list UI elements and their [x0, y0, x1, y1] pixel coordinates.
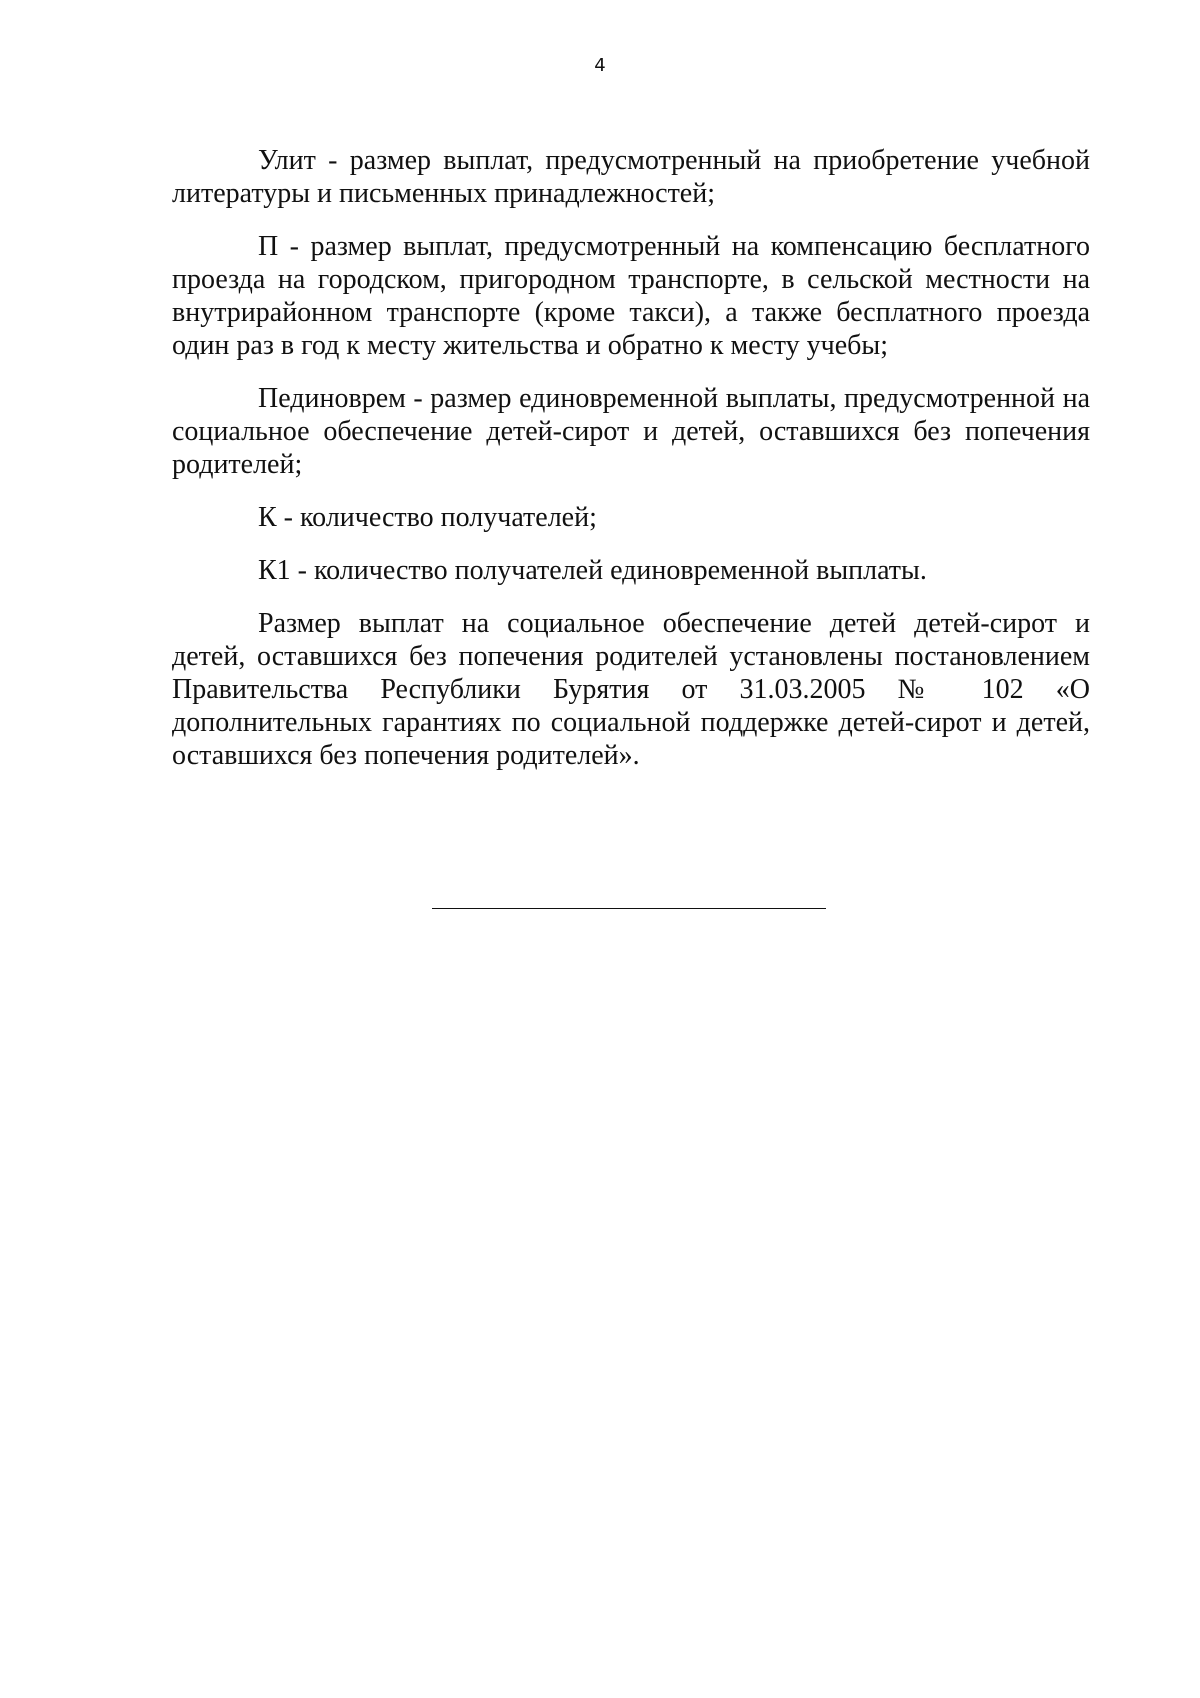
- document-body: [172, 144, 1090, 792]
- paragraph-k1-definition: К1 - количество получателей единовременной выплаты.: [258, 555, 927, 586]
- paragraph-payment-regulation: Размер выплат на социальное обеспечение детей детей-сирот и детей, оставшихся без попечения родителей установлены постановлением Правительства Республики Бурятия от 31.03.2005 № 102 «О дополнительных гарантиях по социальной поддержке детей-сирот и детей, оставшихся без попечения родителей».: [172, 608, 1090, 771]
- page-number: 4: [594, 55, 606, 76]
- paragraph-ulit-definition: Улит - размер выплат, предусмотренный на приобретение учебной литературы и письменных принадлежностей;: [172, 145, 1090, 209]
- paragraph-pedinovrem-definition: Пединоврем - размер единовременной выплаты, предусмотренной на социальное обеспечение детей-сирот и детей, оставшихся без попечения родителей;: [172, 383, 1090, 480]
- paragraph-p-definition: П - размер выплат, предусмотренный на компенсацию бесплатного проезда на городском, пригородном транспорте, в сельской местности на внутрирайонном транспорте (кроме такси), а также бесплатного проезда один раз в год к месту жительства и обратно к месту учебы;: [172, 231, 1090, 361]
- end-divider-line: [432, 908, 826, 909]
- paragraph-k-definition: К - количество получателей;: [258, 502, 597, 533]
